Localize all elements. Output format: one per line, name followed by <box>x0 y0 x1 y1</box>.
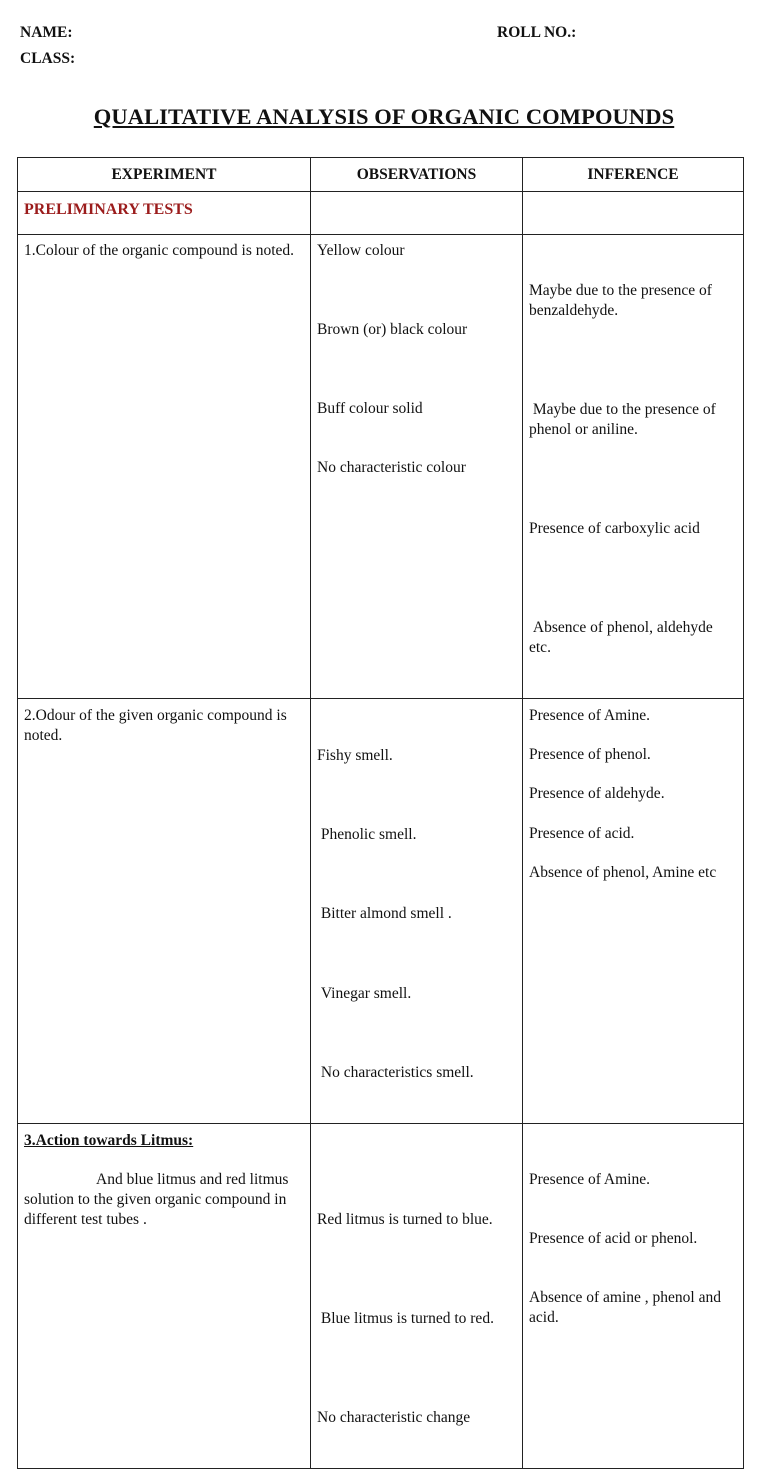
preliminary-tests-cell <box>18 192 311 235</box>
observation-item: No characteristic colour <box>317 459 466 476</box>
inference-item: Absence of phenol, Amine etc <box>529 864 717 881</box>
empty-cell <box>523 192 744 235</box>
observation-item: Buff colour solid <box>317 400 423 417</box>
spacer <box>24 1151 304 1170</box>
inference-cell <box>523 699 744 1124</box>
experiment-text: And blue litmus and red litmus solution to the given organic compound in different test tubes . <box>24 1171 289 1228</box>
inference-cell <box>523 1124 744 1469</box>
inference-item: Absence of amine , phenol and acid. <box>529 1289 721 1326</box>
experiment-cell <box>18 699 311 1124</box>
inference-item: Maybe due to the presence of benzaldehyde. <box>529 282 716 319</box>
page-title: QUALITATIVE ANALYSIS OF ORGANIC COMPOUNDS <box>93 104 675 129</box>
experiment-cell <box>18 1124 311 1469</box>
observation-item: Red litmus is turned to blue. <box>317 1211 493 1228</box>
column-header-experiment: EXPERIMENT <box>18 158 311 192</box>
inference-item: Presence of acid or phenol. <box>529 1230 698 1247</box>
inference-item: Presence of acid. <box>529 825 635 842</box>
observation-item: Bitter almond smell . <box>317 905 452 922</box>
inference-item: Presence of aldehyde. <box>529 785 665 802</box>
preliminary-tests-label: PRELIMINARY TESTS <box>24 201 193 218</box>
observation-item: No characteristic change <box>317 1409 471 1426</box>
observation-item: No characteristics smell. <box>317 1064 474 1081</box>
observation-item: Yellow colour <box>317 242 405 259</box>
inference-item: Maybe due to the presence of phenol or aniline. <box>529 401 720 438</box>
observations-cell <box>311 699 523 1124</box>
inference-item: Presence of phenol. <box>529 746 651 763</box>
observations-cell <box>311 235 523 699</box>
column-header-inference: INFERENCE <box>523 158 744 192</box>
analysis-table <box>17 157 744 1469</box>
table-header-row <box>18 158 744 192</box>
table-row <box>18 235 744 699</box>
class-label: CLASS: <box>20 50 76 67</box>
name-label: NAME: <box>20 24 73 41</box>
inference-item: Presence of Amine. <box>529 1171 650 1188</box>
inference-item: Presence of Amine. <box>529 707 650 724</box>
observation-item: Blue litmus is turned to red. <box>317 1310 494 1327</box>
experiment-text: 2.Odour of the given organic compound is noted. <box>24 707 287 744</box>
inference-item: Presence of carboxylic acid <box>529 520 700 537</box>
experiment-title: 3.Action towards Litmus: <box>24 1132 194 1149</box>
inference-item: Absence of phenol, aldehyde etc. <box>529 619 717 656</box>
table-row <box>18 1124 744 1469</box>
roll-no-label: ROLL NO.: <box>497 24 577 41</box>
observation-item: Brown (or) black colour <box>317 321 468 338</box>
observation-item: Phenolic smell. <box>317 826 417 843</box>
column-header-observations: OBSERVATIONS <box>311 158 523 192</box>
observations-cell <box>311 1124 523 1469</box>
preliminary-tests-row <box>18 192 744 235</box>
table-row <box>18 699 744 1124</box>
observation-item: Fishy smell. <box>317 747 393 764</box>
inference-cell <box>523 235 744 699</box>
observation-item: Vinegar smell. <box>317 985 412 1002</box>
empty-cell <box>311 192 523 235</box>
experiment-cell <box>18 235 311 699</box>
experiment-text: 1.Colour of the organic compound is noted. <box>24 242 295 259</box>
